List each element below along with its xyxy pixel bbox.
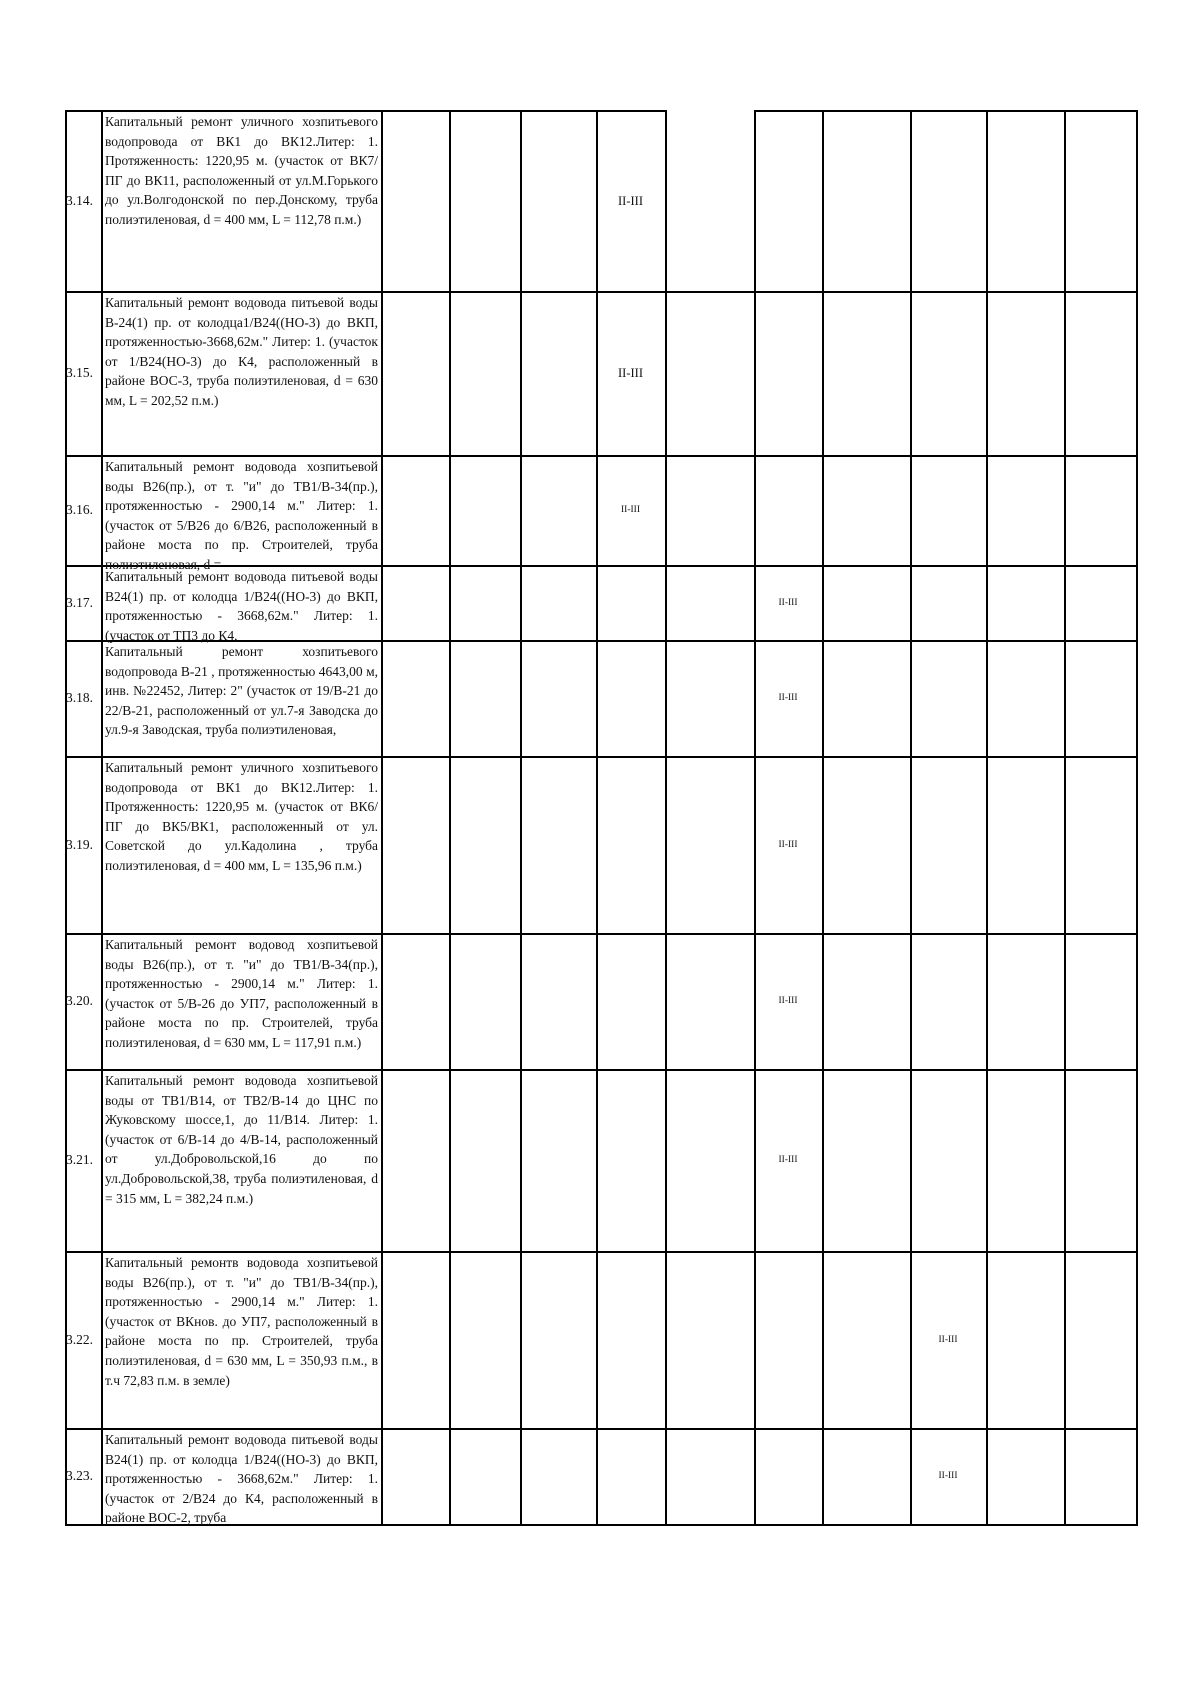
column-border: [665, 110, 667, 1526]
column-border: [449, 110, 451, 1526]
column-border: [101, 110, 103, 1526]
row-number: 3.22.: [66, 1331, 93, 1347]
row-number: 3.18.: [66, 690, 93, 705]
work-description: Капитальный ремонт хозпитьевого водопровода В-21 , протяженностью 4643,00 м, инв. №22452, Литер: 2" (участок от 19/В-21 до 22/В-21, расположенный от ул.7-я Заводска до ул.9-я Заводская, труба полиэтиленовая,: [105, 644, 378, 738]
work-description: Капитальный ремонт уличного хозпитьевого водопровода от ВК1 до ВК12.Литер: 1. Протяженность: 1220,95 м. (участок от ВК7/ПГ до ВК11, расположенный от ул.М.Горького до ул.Волгодонской по пер.Донскому, труба полиэтиленовая, d = 400 мм, L = 112,78 п.м.): [105, 114, 378, 227]
work-description: Капитальный ремонт уличного хозпитьевого водопровода от ВК1 до ВК12.Литер: 1. Протяженность: 1220,95 м. (участок от ВК6/ПГ до ВК5/ВК1, расположенный от ул. Советской до ул.Кадолина , труба полиэтиленовая, d = 400 мм, L = 135,96 п.м.): [105, 760, 378, 873]
row-number: 3.14.: [66, 192, 93, 208]
category-mark: II-III: [621, 505, 640, 515]
row-number: 3.15.: [66, 365, 93, 380]
column-border: [65, 110, 67, 1526]
category-mark: II-III: [618, 193, 643, 208]
category-mark: II-III: [778, 693, 798, 703]
row-number: 3.19.: [66, 836, 93, 852]
column-border: [910, 110, 912, 1526]
category-mark: II-III: [938, 1334, 958, 1345]
column-border: [822, 110, 824, 1526]
category-mark: II-III: [778, 1155, 798, 1165]
column-border: [596, 110, 598, 1526]
category-mark: II-III: [778, 839, 798, 850]
row-number: 3.23.: [66, 1468, 93, 1483]
column-border: [1064, 110, 1066, 1526]
column-border: [520, 110, 522, 1526]
work-description: Капитальный ремонт водовода питьевой воды В24(1) пр. от колодца 1/В24((НО-3) до ВКП, протяженностью - 3668,62м." Литер: 1. (участок от ТП3 до К4,: [105, 569, 378, 643]
row-number: 3.21.: [66, 1152, 93, 1167]
work-description: Капитальный ремонт водовода питьевой воды В-24(1) пр. от колодца1/В24((НО-3) до ВКП, протяженностью-3668,62м." Литер: 1. (участок от 1/В24(НО-3) до К4, расположенный в районе ВОС-3, труба полиэтиленовая, d = 630 мм, L = 202,52 п.м.): [105, 295, 378, 408]
row-number: 3.20.: [66, 993, 93, 1008]
category-mark: II-III: [618, 366, 643, 380]
work-description: Капитальный ремонт водовод хозпитьевой воды В26(пр.), от т. "и" до ТВ1/В-34(пр.), протяженностью - 2900,14 м." Литер: 1. (участок от 5/В-26 до УП7, расположенный в районе моста по пр. Строителей, труба полиэтиленовая, d = 630 мм, L = 117,91 п.м.): [105, 937, 378, 1050]
category-mark: II-III: [778, 996, 798, 1006]
column-border: [381, 110, 383, 1526]
column-border: [986, 110, 988, 1526]
table-top-border: [754, 110, 1138, 112]
column-border: [754, 110, 756, 1526]
row-number: 3.16.: [66, 502, 93, 517]
work-description: Капитальный ремонтв водовода хозпитьевой воды В26(пр.), от т. "и" до ТВ1/В-34(пр.), протяженностью - 2900,14 м." Литер: 1. (участок от ВКнов. до УП7, расположенный в районе моста по пр. Строителей, труба полиэтиленовая, d = 630 мм, L = 350,93 п.м., в т.ч 72,83 п.м. в земле): [105, 1255, 378, 1388]
work-description: Капитальный ремонт водовода хозпитьевой воды В26(пр.), от т. "и" до ТВ1/В-34(пр.), протяженностью - 2900,14 м." Литер: 1. (участок от 5/В26 до 6/В26, расположенный в районе моста по пр. Строителей, труба полиэтиленовая, d =: [105, 459, 378, 572]
category-mark: II-III: [778, 597, 798, 608]
category-mark: II-III: [938, 1471, 958, 1481]
row-number: 3.17.: [66, 594, 93, 610]
work-description: Капитальный ремонт водовода хозпитьевой воды от ТВ1/В14, от ТВ2/В-14 до ЦНС по Жуковскому шоссе,1, до 11/В14. Литер: 1. (участок от 6/В-14 до 4/В-14, расположенный от ул.Добровольской,16 до по ул.Добровольской,38, труба полиэтиленовая, d = 315 мм, L = 382,24 п.м.): [105, 1073, 378, 1206]
column-border: [1136, 110, 1138, 1526]
work-description: Капитальный ремонт водовода питьевой воды В24(1) пр. от колодца 1/В24((НО-3) до ВКП, протяженностью - 3668,62м." Литер: 1. (участок от 2/В24 до К4, расположенный в районе ВОС-2, труба: [105, 1432, 378, 1526]
